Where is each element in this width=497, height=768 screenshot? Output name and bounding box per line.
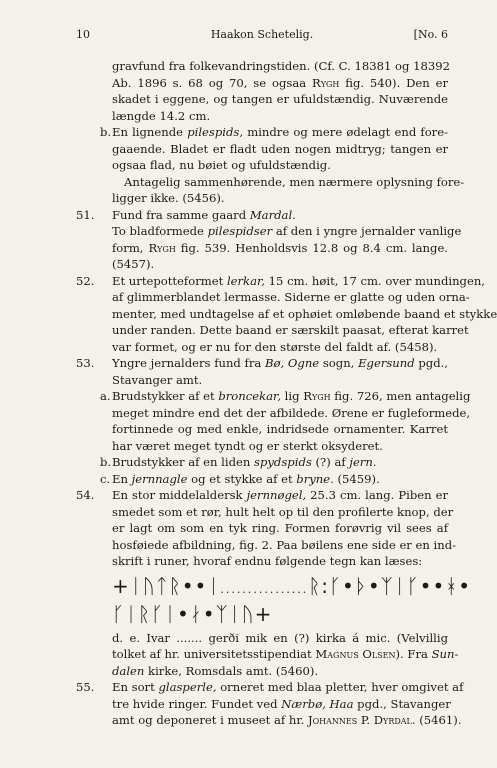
text-line: Ab. 1896 s. 68 og 70, se ogsaa Rygh fig. 540). Den er bbox=[112, 75, 448, 90]
text-line: Antagelig sammenhørende, men nærmere oplysning fore- bbox=[124, 174, 465, 189]
text-line: tolket af hr. universitetsstipendiat Magnus Olsen). Fra Sun- bbox=[112, 647, 459, 661]
text-line: hosføiede afbildning, fig. 2. Paa bøilens ene side er en ind- bbox=[112, 537, 457, 552]
text-line: form, Rygh fig. 539. Henholdsvis 12.8 og 8.4 cm. lange. bbox=[112, 240, 448, 255]
text-line: dalen kirke, Romsdals amt. (5460). bbox=[112, 663, 319, 678]
entry-51: 51. Fund fra samme gaard Mardal. bbox=[76, 207, 296, 222]
text-line: tre hvide ringer. Fundet ved Nærbø, Haa pgd., Stavanger bbox=[112, 696, 451, 711]
entry-52: 52. Et urtepotteformet lerkar, 15 cm. høit, 17 cm. over mundingen, bbox=[76, 273, 485, 288]
text-line: amt og deponeret i museet af hr. Johannes P. Dyrdal. (5461). bbox=[112, 713, 462, 727]
page-header bbox=[76, 28, 448, 44]
text-line: ogsaa flad, nu bøiet og ufuldstændig. bbox=[112, 158, 331, 172]
text-line: fortinnede og med enkle, indridsede ornamenter. Karret bbox=[112, 422, 448, 436]
running-head: Haakon Schetelig. bbox=[210, 28, 314, 41]
rune-inscription-line-1: +ᛁᚢᛏᚱ••ᛁ................ᚱ:ᚴ•ᚦ•ᛉᛁᚴ••ᚼ• bbox=[112, 573, 472, 598]
page-number: 10 bbox=[76, 28, 90, 41]
text-line: menter, med undtagelse af et ophøiet omløbende baand et stykke bbox=[112, 306, 497, 321]
text-line: har været meget tyndt og er sterkt oksyderet. bbox=[112, 438, 383, 453]
text-line: under randen. Dette baand er særskilt paasat, efterat karret bbox=[112, 323, 469, 337]
text-line: skadet i eggene, og tangen er ufuldstændig. Nuværende bbox=[112, 92, 448, 106]
text-line: gravfund fra folkevandringstiden. (Cf. C. 18381 og 18392 bbox=[112, 59, 450, 73]
text-line: d. e. Ivar ....... gerði mik en (?) kirka á mic. (Velvillig bbox=[112, 630, 448, 645]
text-line: var formet, og er nu for den største del faldt af. (5458). bbox=[112, 339, 438, 354]
entry-54: 54. En stor middelaldersk jernnøgel, 25.3 cm. lang. Piben er bbox=[76, 488, 448, 502]
text-line: meget mindre end det der afbildede. Ørene er fugleformede, bbox=[112, 405, 471, 420]
text-line: længde 14.2 cm. bbox=[112, 108, 211, 123]
text-line: ligger ikke. (5456). bbox=[112, 191, 225, 205]
text-line: Stavanger amt. bbox=[112, 372, 203, 387]
entry-53: 53. Yngre jernalders fund fra Bø, Ogne sogn, Egersund pgd., bbox=[76, 356, 448, 370]
text-line: skrift i runer, hvoraf endnu følgende tegn kan læses: bbox=[112, 554, 423, 568]
text-line: b.Brudstykker af en liden spydspids (?) af jern. bbox=[100, 455, 377, 469]
entry-55: 55. En sort glasperle, orneret med blaa pletter, hver omgivet af bbox=[76, 680, 464, 694]
series-number: [No. 6 bbox=[413, 28, 448, 41]
text-line: (5457). bbox=[112, 257, 155, 271]
text-line: gaaende. Bladet er fladt uden nogen midtryg; tangen er bbox=[112, 141, 448, 156]
rune-inscription-line-2: ᚴᛁᚱᚴᛁ•ᛅ•ᛉᛁᚢ+ bbox=[112, 601, 273, 626]
text-line: c. En jernnagle og et stykke af et bryne. (5459). bbox=[100, 471, 380, 486]
text-line: a.Brudstykker af et broncekar, lig Rygh fig. 726, men antagelig bbox=[100, 389, 471, 403]
page-body bbox=[76, 58, 497, 729]
text-line: af glimmerblandet lermasse. Siderne er glatte og uden orna- bbox=[112, 290, 470, 304]
text-line: To bladformede pilespidser af den i yngre jernalder vanlige bbox=[112, 224, 462, 238]
text-line: b.En lignende pilespids, mindre og mere ødelagt end fore- bbox=[100, 125, 448, 139]
text-line: smedet som et rør, hult helt op til den profilerte knop, der bbox=[112, 504, 454, 519]
text-line: er lagt om som en tyk ring. Formen forøvrig vil sees af bbox=[112, 521, 448, 535]
